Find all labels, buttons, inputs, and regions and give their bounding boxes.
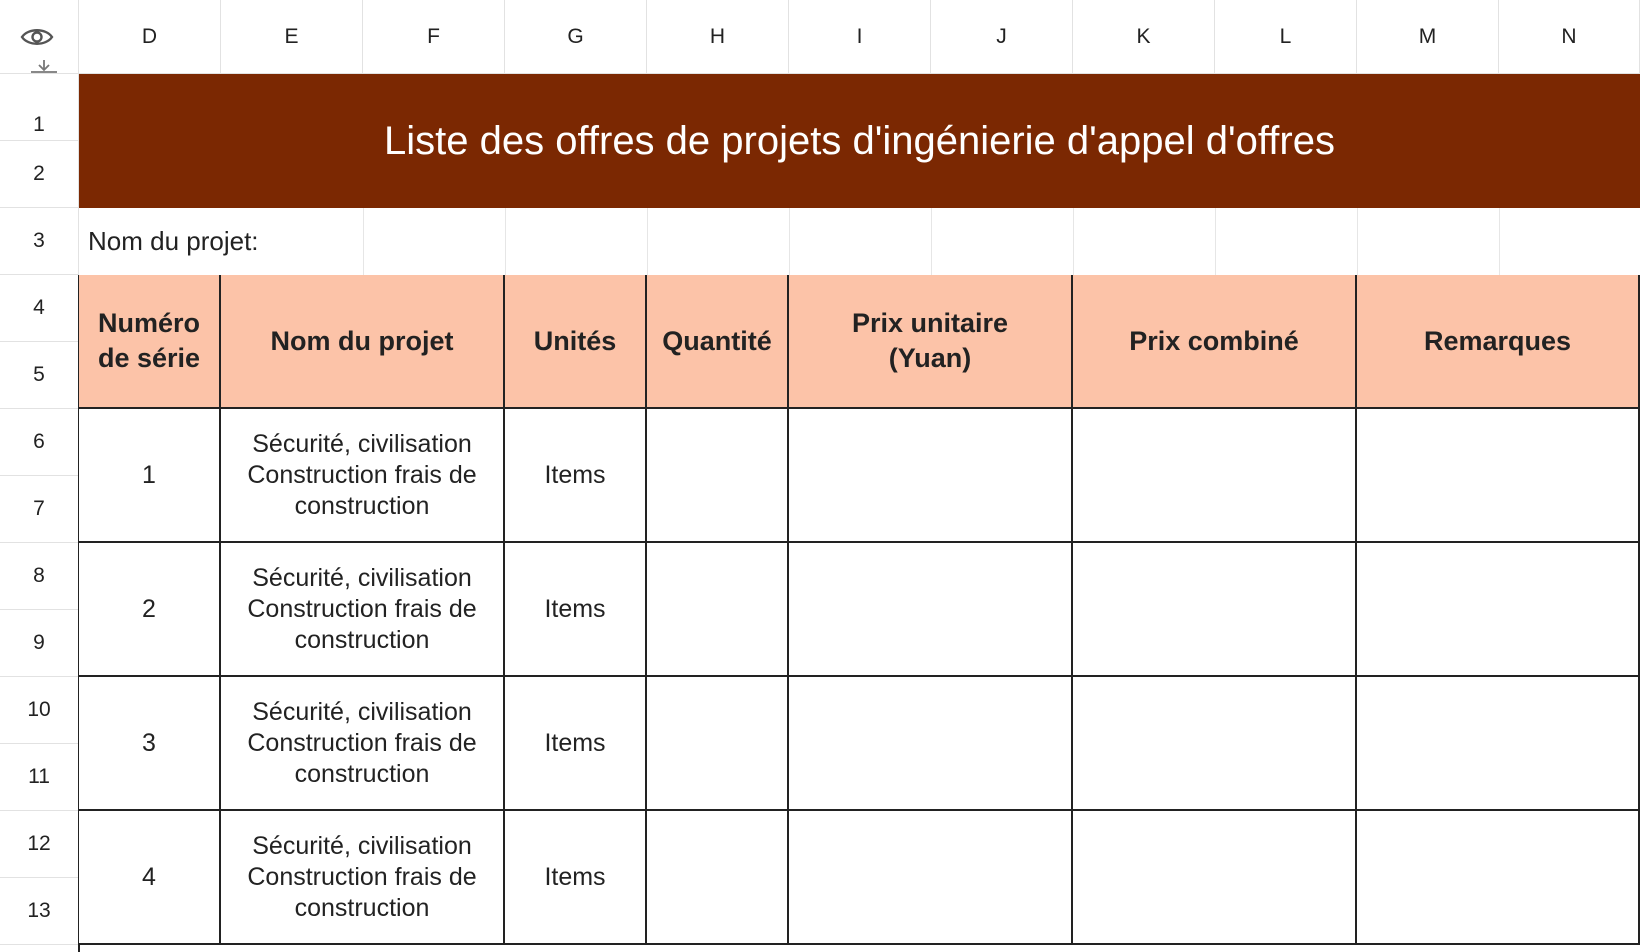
- gridline: [1357, 208, 1358, 275]
- gridline: [647, 208, 648, 275]
- project-name-label[interactable]: Nom du projet:: [88, 226, 259, 256]
- cell-remarks[interactable]: [1357, 543, 1640, 677]
- column-header-h[interactable]: H: [647, 0, 789, 74]
- column-header-d[interactable]: D: [79, 0, 221, 74]
- cell-combined-price[interactable]: [1073, 811, 1357, 945]
- cell-unit[interactable]: Items: [505, 677, 647, 811]
- cell-remarks[interactable]: [1357, 409, 1640, 543]
- cell-unit-price[interactable]: [789, 409, 1073, 543]
- header-unit-price[interactable]: [789, 275, 1073, 409]
- header-serial-label: Numéro de série: [97, 308, 201, 373]
- cell-project-name[interactable]: [221, 409, 505, 543]
- project-name-text: Sécurité, civilisation Construction frais de construction: [247, 429, 477, 520]
- column-header-f[interactable]: F: [363, 0, 505, 74]
- project-name-text: Sécurité, civilisation Construction frais de construction: [247, 563, 477, 654]
- cell-remarks[interactable]: [1357, 677, 1640, 811]
- cell-quantity[interactable]: [647, 811, 789, 945]
- row-header-4[interactable]: 4: [0, 275, 79, 342]
- row-header-3[interactable]: 3: [0, 208, 79, 275]
- row-header-10[interactable]: 10: [0, 677, 79, 744]
- column-header-m[interactable]: M: [1357, 0, 1499, 74]
- eye-icon[interactable]: [20, 25, 54, 49]
- row-header-8[interactable]: 8: [0, 543, 79, 610]
- cell-serial[interactable]: 1: [79, 409, 221, 543]
- project-name-text: Sécurité, civilisation Construction frais de construction: [247, 831, 477, 922]
- cell-unit[interactable]: Items: [505, 811, 647, 945]
- gridline: [505, 208, 506, 275]
- gridline: [1215, 208, 1216, 275]
- cell-serial[interactable]: 3: [79, 677, 221, 811]
- row-number: 1: [33, 113, 45, 136]
- cell-combined-price[interactable]: [1073, 677, 1357, 811]
- row-header-7[interactable]: 7: [0, 476, 79, 543]
- row-header-6[interactable]: 6: [0, 409, 79, 476]
- column-header-l[interactable]: L: [1215, 0, 1357, 74]
- cell-serial[interactable]: 2: [79, 543, 221, 677]
- cell-unit[interactable]: Items: [505, 543, 647, 677]
- header-quantity[interactable]: Quantité: [647, 275, 789, 409]
- cell-unit-price[interactable]: [789, 677, 1073, 811]
- column-header-k[interactable]: K: [1073, 0, 1215, 74]
- cell-unit-price[interactable]: [789, 543, 1073, 677]
- cell-project-name[interactable]: [221, 677, 505, 811]
- cell-quantity[interactable]: [647, 543, 789, 677]
- gridline: [931, 208, 932, 275]
- gridline: [1499, 208, 1500, 275]
- gridline: [789, 208, 790, 275]
- header-units[interactable]: Unités: [505, 275, 647, 409]
- gridline: [1073, 208, 1074, 275]
- row-header-13[interactable]: 13: [0, 878, 79, 945]
- cell-combined-price[interactable]: [1073, 409, 1357, 543]
- row-header-12[interactable]: 12: [0, 811, 79, 878]
- cell-project-name[interactable]: [221, 811, 505, 945]
- cell-quantity[interactable]: [647, 409, 789, 543]
- cell-combined-price[interactable]: [1073, 543, 1357, 677]
- column-header-e[interactable]: E: [221, 0, 363, 74]
- header-combined-price[interactable]: Prix combiné: [1073, 275, 1357, 409]
- cell-unit[interactable]: Items: [505, 409, 647, 543]
- project-name-text: Sécurité, civilisation Construction frais de construction: [247, 697, 477, 788]
- column-header-j[interactable]: J: [931, 0, 1073, 74]
- column-header-g[interactable]: G: [505, 0, 647, 74]
- header-unit-price-label: Prix unitaire (Yuan): [851, 308, 1009, 373]
- header-serial-number[interactable]: [79, 275, 221, 409]
- cell-project-name[interactable]: [221, 543, 505, 677]
- row-header-2[interactable]: 2: [0, 141, 79, 208]
- header-project-name[interactable]: Nom du projet: [221, 275, 505, 409]
- column-header-i[interactable]: I: [789, 0, 931, 74]
- row-header-5[interactable]: 5: [0, 342, 79, 409]
- sheet-title[interactable]: Liste des offres de projets d'ingénierie d'appel d'offres: [79, 74, 1640, 208]
- header-remarks[interactable]: Remarques: [1357, 275, 1640, 409]
- row-header-1[interactable]: [0, 74, 79, 141]
- cell-unit-price[interactable]: [789, 811, 1073, 945]
- cell-remarks[interactable]: [1357, 811, 1640, 945]
- column-header-n[interactable]: N: [1499, 0, 1640, 74]
- cell-quantity[interactable]: [647, 677, 789, 811]
- row-header-9[interactable]: 9: [0, 610, 79, 677]
- row-header-11[interactable]: 11: [0, 744, 79, 811]
- gridline: [363, 208, 364, 275]
- cell-serial[interactable]: 4: [79, 811, 221, 945]
